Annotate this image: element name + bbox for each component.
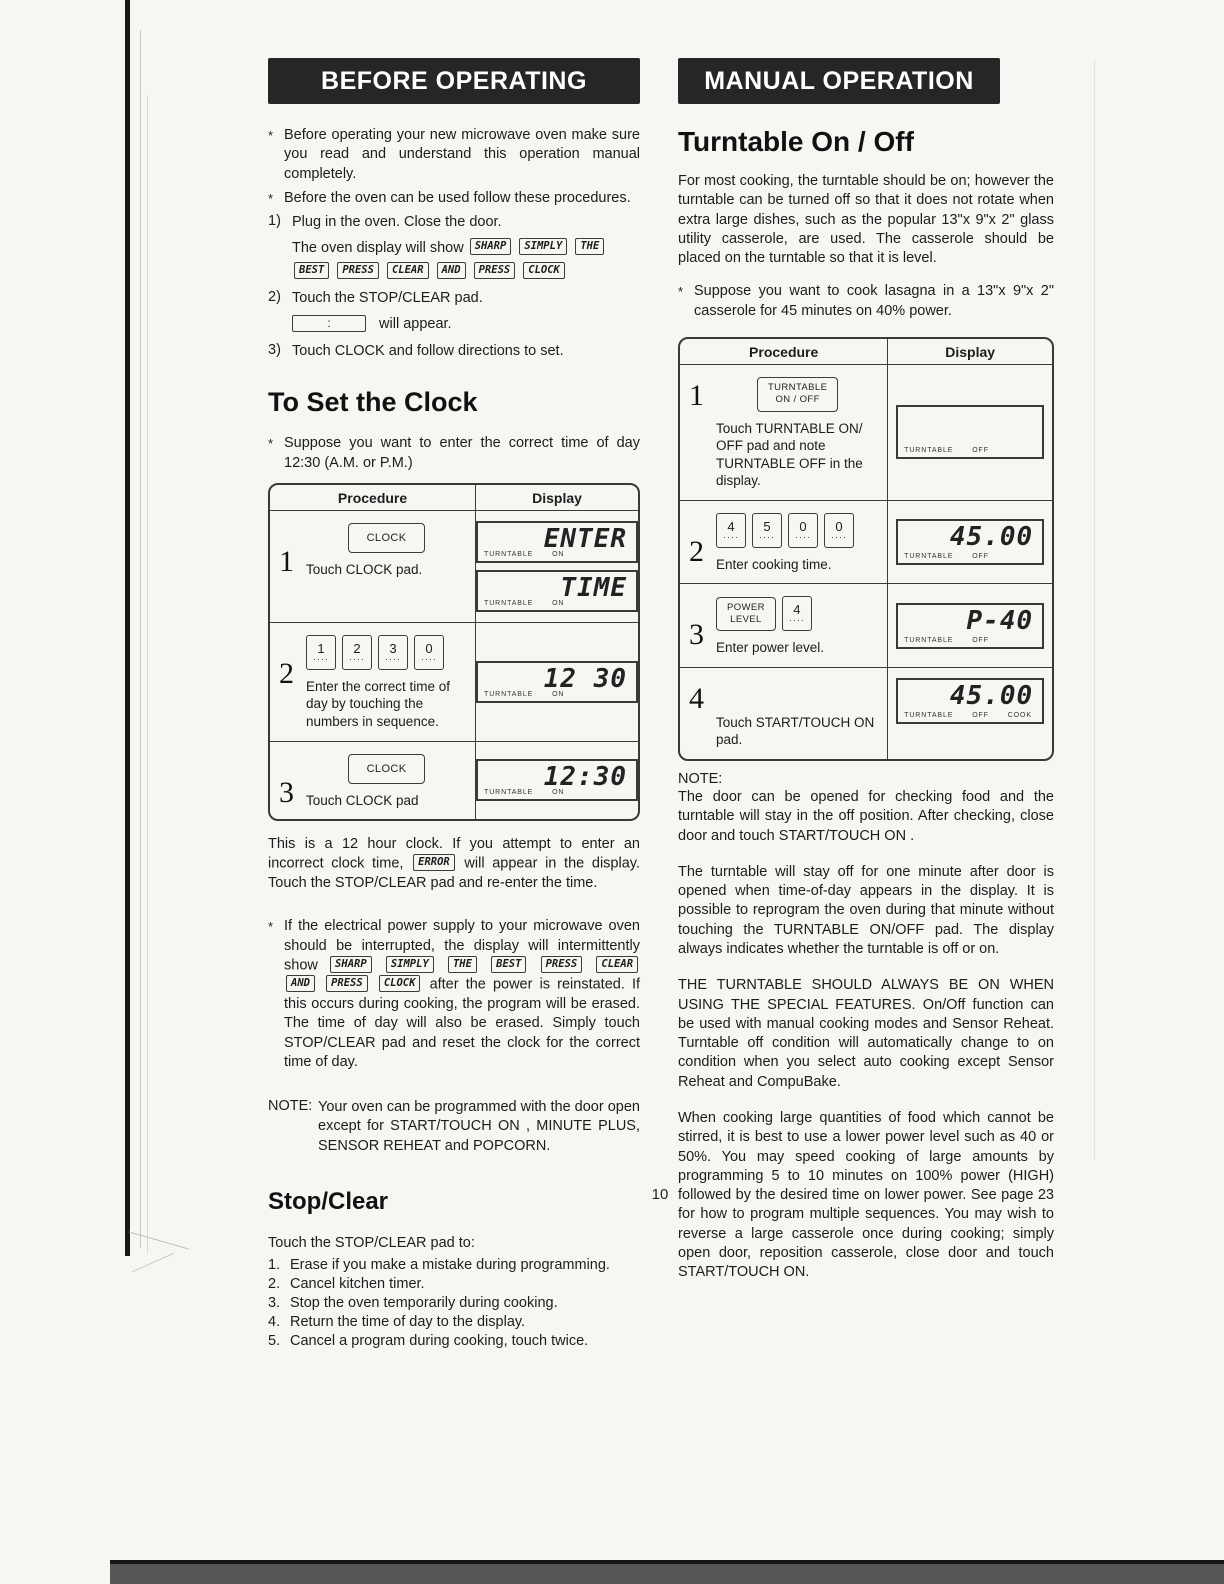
turntable-procedure-table <box>678 337 1054 761</box>
key-dots-icon <box>349 655 365 663</box>
lcd-display-box <box>476 521 638 563</box>
lcd-value: 45.00 <box>949 680 1034 711</box>
list-item-text: Stop the oven temporarily during cooking. <box>290 1295 558 1312</box>
clock-table-row-1 <box>270 510 638 622</box>
table-header-row <box>680 339 1052 364</box>
number-key <box>716 513 746 548</box>
turntable-status-label: TURNTABLE ON <box>484 789 565 797</box>
lcd-value: P-40 <box>966 605 1034 636</box>
turntable-status-label: TURNTABLE OFF <box>904 636 989 644</box>
error-display-box: ERROR <box>413 854 455 871</box>
display-word-box: THE <box>575 238 604 255</box>
key-dots-icon <box>831 533 847 541</box>
note-label: NOTE: <box>678 771 723 788</box>
list-item <box>268 1257 640 1273</box>
key-dots-icon <box>385 655 401 663</box>
lcd-display-box <box>896 519 1044 565</box>
display-word-box: CLEAR <box>387 262 429 279</box>
turntable-status-label: TURNTABLE ON <box>484 599 565 607</box>
bullet-marker: * <box>268 190 274 206</box>
procedure-caption: Touch TURNTABLE ON/ OFF pad and note TURNTABLE OFF in the display. <box>716 420 863 489</box>
stop-clear-intro: Touch the STOP/CLEAR pad to: <box>268 1235 475 1252</box>
clock-table-row-3 <box>270 741 638 820</box>
display-word-box: BEST <box>294 262 329 279</box>
key-digit: 4 <box>793 602 801 618</box>
turntable-status-label: TURNTABLE ON <box>484 690 565 698</box>
turntable-status-label: TURNTABLE ON <box>484 550 565 558</box>
button-row <box>716 596 879 631</box>
display-word-box: THE <box>448 956 477 973</box>
bullet-marker: * <box>268 128 274 143</box>
list-item-number: 5. <box>268 1333 281 1350</box>
scanner-bottom-bar <box>110 1560 1224 1584</box>
number-key <box>824 513 854 548</box>
list-item <box>268 1276 640 1292</box>
procedure-cell <box>680 365 888 500</box>
key-digit: 5 <box>763 518 771 534</box>
intro-bullet-2-text: Before the oven can be used follow these procedures. <box>284 189 631 206</box>
error-paragraph <box>268 835 640 893</box>
bullet-marker: * <box>678 284 684 300</box>
table-header-row <box>270 485 638 510</box>
display-word-box: PRESS <box>326 975 368 992</box>
button-label-line1: TURNTABLE <box>767 381 828 393</box>
button-row <box>306 754 467 784</box>
clock-pad-button: CLOCK <box>348 754 426 784</box>
key-digit: 1 <box>317 640 325 656</box>
step-1-text: Plug in the oven. Close the door. <box>292 214 502 231</box>
step-2-after-text: will appear. <box>379 315 452 332</box>
button-label-line2: ON / OFF <box>775 394 820 406</box>
stop-clear-title: Stop/Clear <box>268 1188 389 1216</box>
intro-bullet-1 <box>268 126 640 184</box>
power-interruption-text <box>284 917 640 1072</box>
button-label-line1: POWER <box>727 601 765 613</box>
step-1-number: 1) <box>268 213 281 230</box>
display-word-box: CLEAR <box>596 956 638 973</box>
display-word-box: PRESS <box>474 262 516 279</box>
list-item-number: 1. <box>268 1257 281 1274</box>
column-header-display: Display <box>945 343 996 360</box>
list-item-text: Cancel kitchen timer. <box>290 1276 425 1293</box>
colon-display-box: : <box>292 315 366 332</box>
key-dots-icon <box>789 616 805 624</box>
lcd-value: TIME <box>560 572 628 603</box>
list-item-text: Cancel a program during cooking, touch twice. <box>290 1333 589 1350</box>
step-1-sub-text: The oven display will show <box>292 239 464 256</box>
display-word-box: PRESS <box>337 262 379 279</box>
button-row <box>716 377 879 412</box>
row-number: 1 <box>689 378 704 412</box>
power-paragraph-part2: after the power is reinstated. If this occurs during cooking, the program will be erased. The time of day will also be erased. Simply touch STOP/CLEAR pad and reset the clock for the correct time of day. <box>284 976 641 1070</box>
lcd-value: ENTER <box>543 523 628 554</box>
display-word-box: SIMPLY <box>386 956 434 973</box>
intro-bullet-2 <box>268 189 640 208</box>
key-dots-icon <box>759 533 775 541</box>
display-word-box: SIMPLY <box>519 238 567 255</box>
number-key <box>378 635 408 670</box>
list-item-text: Return the time of day to the display. <box>290 1314 526 1331</box>
display-cell <box>476 511 638 622</box>
before-operating-column <box>268 58 640 1352</box>
list-item <box>268 1295 640 1311</box>
row-number: 1 <box>279 544 294 578</box>
error-paragraph-part1: This is a 12 hour clock. If you attempt to enter an incorrect clock time, <box>268 836 640 872</box>
button-row <box>306 523 467 553</box>
number-key <box>782 596 812 631</box>
lcd-value: 12 30 <box>543 663 628 694</box>
set-clock-title: To Set the Clock <box>268 387 478 418</box>
before-operating-header: BEFORE OPERATING <box>268 58 640 104</box>
page-right-edge-line <box>1094 60 1095 1160</box>
key-dots-icon <box>723 533 739 541</box>
key-digit: 0 <box>799 518 807 534</box>
turntable-status-label: TURNTABLE OFF <box>904 553 989 561</box>
page-stack-edge-line <box>140 30 141 1248</box>
procedure-caption: Enter the correct time of day by touching the numbers in sequence. <box>306 678 451 730</box>
power-interruption-bullet <box>268 917 640 1072</box>
display-word-box: AND <box>286 975 315 992</box>
display-cell <box>888 584 1052 667</box>
display-word-box: SHARP <box>470 238 512 255</box>
error-paragraph-part2: will appear in the display. Touch the STOP/CLEAR pad and re-enter the time. <box>268 855 640 892</box>
column-header-procedure: Procedure <box>680 339 888 364</box>
note-block <box>268 1098 640 1156</box>
procedure-cell <box>680 668 888 759</box>
step-1-display-line <box>268 237 640 283</box>
procedure-caption: Touch CLOCK pad <box>306 792 419 808</box>
lcd-value: 45.00 <box>949 522 1034 553</box>
key-digit: 2 <box>353 640 361 656</box>
bullet-marker: * <box>268 436 274 452</box>
step-2-display-line <box>268 313 640 336</box>
display-word-box: AND <box>437 262 466 279</box>
row-number: 3 <box>279 775 294 809</box>
turntable-table-row-3 <box>680 583 1052 667</box>
set-clock-bullet-text: Suppose you want to enter the correct time of day 12:30 (A.M. or P.M.) <box>284 435 640 471</box>
lasagna-bullet-text: Suppose you want to cook lasagna in a 13"x 9"x 2" casserole for 45 minutes on 40% power. <box>694 283 1054 319</box>
note-text: Your oven can be programmed with the door open except for START/TOUCH ON , MINUTE PLUS, SENSOR REHEAT and POPCORN. <box>318 1099 640 1154</box>
turntable-table-row-4 <box>680 667 1052 759</box>
note-paragraph-1: The door can be opened for checking food and the turntable will stay in the off position. After checking, close door and touch START/TOUCH ON . <box>678 789 1054 844</box>
procedure-cell <box>270 623 476 741</box>
number-keys-row <box>716 513 879 548</box>
turntable-table-row-1 <box>680 364 1052 500</box>
procedure-cell <box>680 501 888 584</box>
list-item-number: 4. <box>268 1314 281 1331</box>
lcd-display-box <box>896 405 1044 459</box>
key-dots-icon <box>421 655 437 663</box>
list-item-number: 2. <box>268 1276 281 1293</box>
key-dots-icon <box>795 533 811 541</box>
number-key <box>752 513 782 548</box>
page-corner-crease <box>129 1231 189 1249</box>
bullet-marker: * <box>268 919 274 935</box>
number-key <box>788 513 818 548</box>
power-level-button <box>716 597 776 632</box>
note-paragraph-3: THE TURNTABLE SHOULD ALWAYS BE ON WHEN USING THE SPECIAL FEATURES. On/Off function can be used with manual cooking modes and Sensor Reheat. Turntable off condition will automatically change to on condition when you select auto cooking except Sensor Reheat and CompuBake. <box>678 977 1054 1090</box>
turntable-status-label: TURNTABLE OFF COOK <box>904 711 1032 719</box>
step-1 <box>268 213 640 233</box>
step-2 <box>268 289 640 309</box>
procedure-caption: Enter cooking time. <box>716 556 832 572</box>
lcd-display-box <box>476 570 638 612</box>
lcd-value: 12:30 <box>543 762 628 793</box>
display-cell <box>888 501 1052 584</box>
page-number: 10 <box>651 1186 669 1203</box>
column-header-display: Display <box>532 489 582 506</box>
turntable-table-row-2 <box>680 500 1052 584</box>
row-number: 2 <box>279 656 294 690</box>
number-key <box>414 635 444 670</box>
number-keys-row <box>306 635 467 670</box>
page-stack-edge-line <box>147 95 148 1253</box>
display-cell <box>476 623 638 741</box>
turntable-on-off-button <box>757 377 838 412</box>
display-cell <box>888 365 1052 500</box>
step-3-number: 3) <box>268 341 281 358</box>
power-paragraph-part1: If the electrical power supply to your microwave oven should be interrupted, the display will intermittently show <box>284 918 640 974</box>
page-stack-edge-dark <box>125 0 130 1256</box>
key-digit: 3 <box>389 640 397 656</box>
step-3-text: Touch CLOCK and follow directions to set. <box>292 342 564 359</box>
page-corner-crease <box>132 1253 174 1273</box>
lcd-display-box <box>896 603 1044 649</box>
list-item-number: 3. <box>268 1295 281 1312</box>
procedure-caption: Touch START/TOUCH ON pad. <box>716 714 875 748</box>
display-word-box: CLOCK <box>523 262 565 279</box>
clock-procedure-table <box>268 483 640 821</box>
turntable-status-label: TURNTABLE OFF <box>904 447 989 455</box>
turntable-notes <box>678 771 1054 1282</box>
clock-pad-button: CLOCK <box>348 523 426 553</box>
note-paragraph-2: The turntable will stay off for one minute after door is opened when time-of-day appears in the display. It is possible to reprogram the oven during that minute without touching the TURNTABLE ON/OFF pad. The display always indicates whether the turntable is off or on. <box>678 863 1054 957</box>
intro-bullet-1-text: Before operating your new microwave oven make sure you read and understand this operation manual completely. <box>284 127 640 182</box>
step-3 <box>268 342 640 362</box>
manual-operation-column <box>678 58 1054 1300</box>
display-cell <box>476 742 638 820</box>
display-word-box: BEST <box>491 956 526 973</box>
display-word-box: CLOCK <box>379 975 421 992</box>
lasagna-bullet <box>678 282 1054 321</box>
manual-operation-header: MANUAL OPERATION <box>678 58 1000 104</box>
step-2-number: 2) <box>268 289 281 306</box>
lcd-display-box <box>896 678 1044 724</box>
stop-clear-list <box>268 1257 640 1349</box>
list-item <box>268 1314 640 1330</box>
display-cell <box>888 668 1052 759</box>
procedure-caption: Touch CLOCK pad. <box>306 561 423 577</box>
note-paragraph-4: When cooking large quantities of food which cannot be stirred, it is best to use a lower power level such as 40 or 50%. You may speed cooking of large amounts by programming 5 to 10 minutes on 100% power (HIGH) followed by the desired time on lower power. See page 23 for how to program multiple sequences. You may wish to reverse a large casserole once during cooking; simply open door, reposition casserole, close door and touch START/TOUCH ON. <box>678 1109 1054 1281</box>
display-word-box: SHARP <box>330 956 372 973</box>
number-key <box>306 635 336 670</box>
procedure-cell <box>270 742 476 820</box>
key-dots-icon <box>313 655 329 663</box>
procedure-cell <box>270 511 476 622</box>
lcd-display-box <box>476 759 638 801</box>
column-header-procedure: Procedure <box>270 485 476 510</box>
procedure-caption: Enter power level. <box>716 640 825 656</box>
display-word-box: PRESS <box>541 956 583 973</box>
number-key <box>342 635 372 670</box>
row-number: 2 <box>689 534 704 568</box>
button-label-line2: LEVEL <box>730 613 762 625</box>
row-number: 4 <box>689 681 704 715</box>
clock-table-row-2 <box>270 622 638 741</box>
row-number: 3 <box>689 618 704 652</box>
list-item-text: Erase if you make a mistake during programming. <box>290 1257 610 1274</box>
turntable-title: Turntable On / Off <box>678 126 914 157</box>
note-label: NOTE: <box>268 1098 313 1115</box>
lcd-display-box <box>476 661 638 703</box>
procedure-cell <box>680 584 888 667</box>
key-digit: 4 <box>727 518 735 534</box>
key-digit: 0 <box>835 518 843 534</box>
turntable-intro: For most cooking, the turntable should be on; however the turntable can be turned off so that it does not rotate when extra large dishes, such as the popular 13"x 9"x 2" glass utility casserole, are used. The casserole should be placed on the turntable so that it is level. <box>678 173 1054 267</box>
set-clock-bullet <box>268 434 640 473</box>
step-2-text: Touch the STOP/CLEAR pad. <box>292 290 483 307</box>
key-digit: 0 <box>425 640 433 656</box>
list-item <box>268 1333 640 1349</box>
